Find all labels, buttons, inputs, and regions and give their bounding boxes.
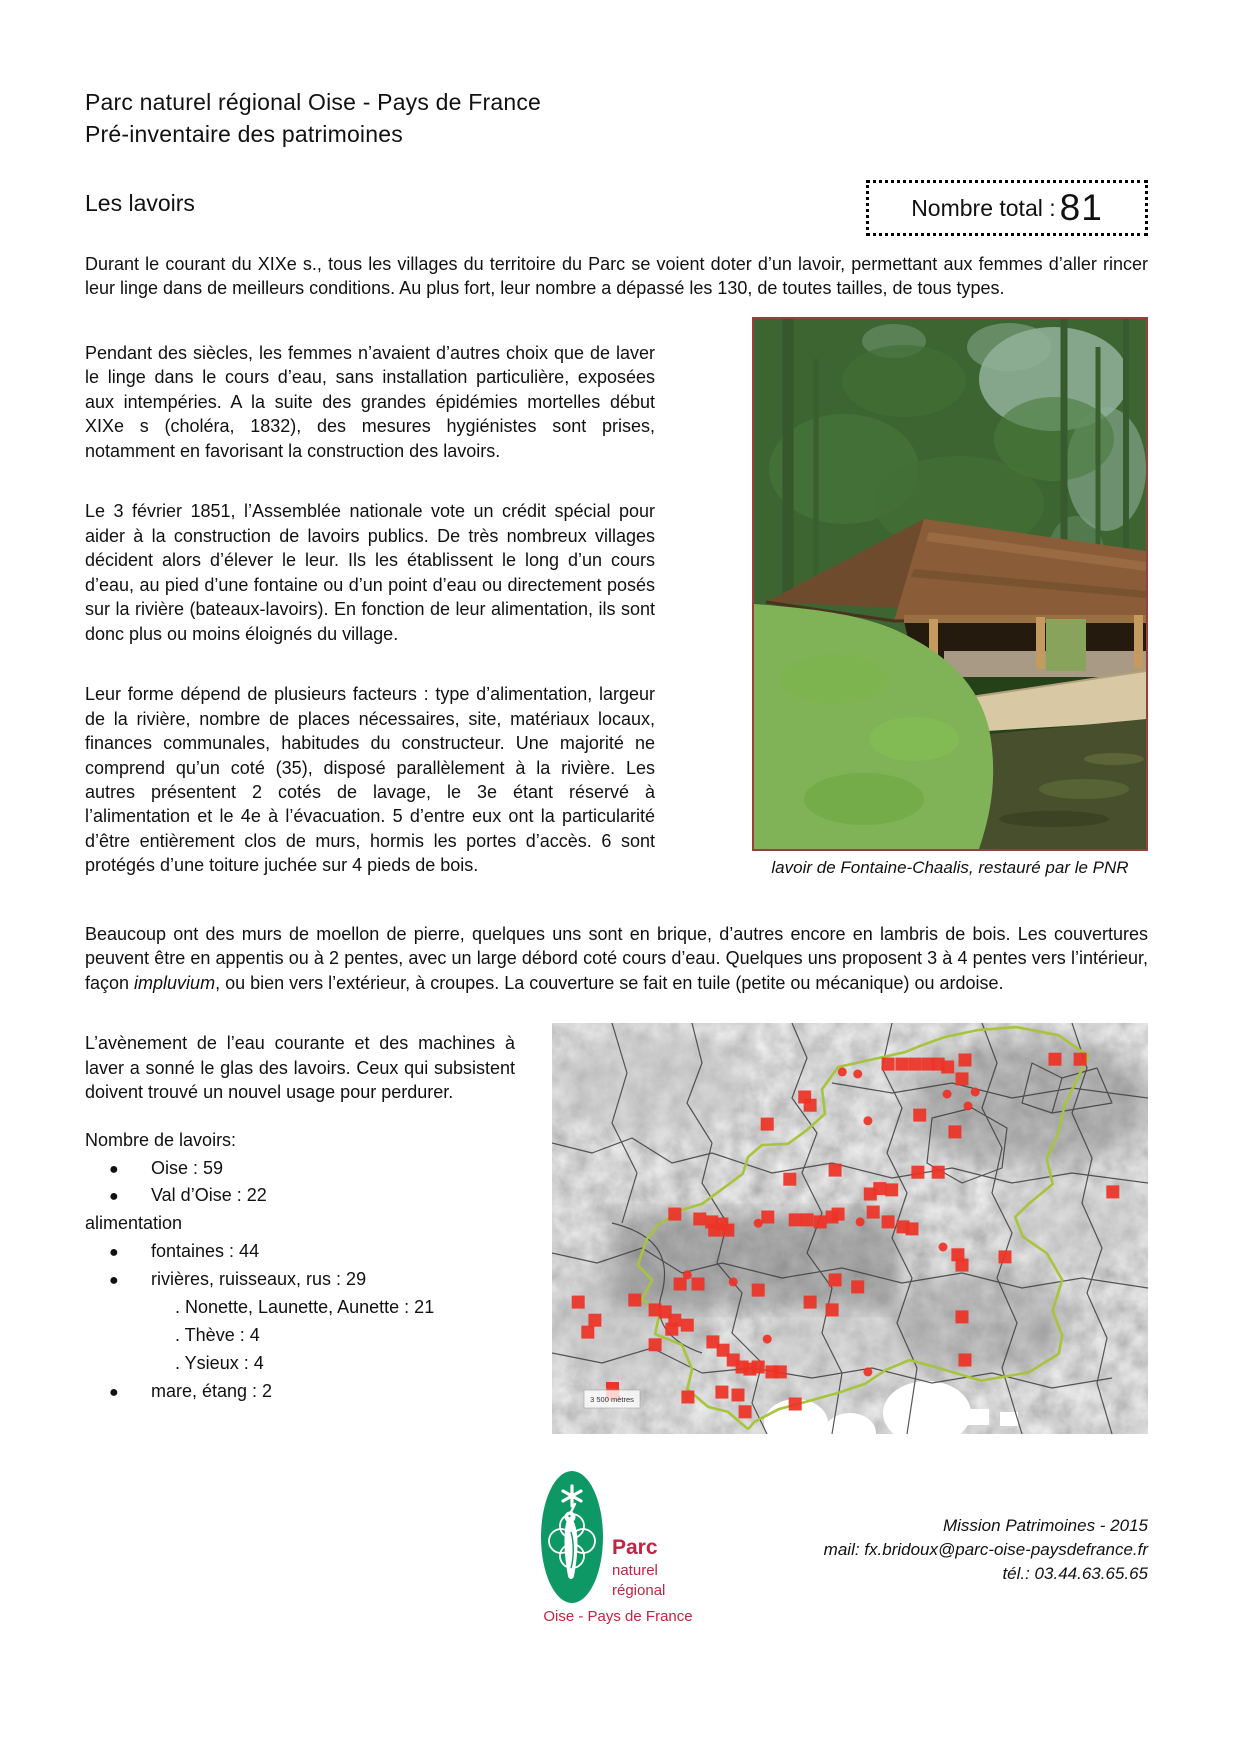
lavoir-marker xyxy=(789,1398,802,1411)
stats-item: ● mare, étang : 2 xyxy=(85,1378,1148,1406)
lavoir-marker xyxy=(851,1281,864,1294)
lavoir-marker xyxy=(674,1278,687,1291)
total-count-value: 81 xyxy=(1059,187,1103,228)
lavoir-marker xyxy=(761,1118,774,1131)
lavoir-marker xyxy=(838,1068,847,1077)
lavoir-marker xyxy=(729,1278,738,1287)
paragraph-materiaux xyxy=(85,922,1148,995)
stats-item: ● Val d’Oise : 22 xyxy=(85,1182,1148,1210)
paragraph-intro: Durant le courant du XIXe s., tous les villages du territoire du Parc se voient doter d’un lavoir, permettant aux femmes d’aller rincer leur linge dans de meilleurs conditions. Au plus fort, leur nombre a dépassé les 130, de toutes tailles, de tous types. xyxy=(85,254,1148,299)
lavoir-marker xyxy=(873,1182,886,1195)
lavoir-marker xyxy=(721,1224,734,1237)
stats-item: . Ysieux : 4 xyxy=(175,1352,264,1373)
lavoir-marker xyxy=(829,1274,842,1287)
paragraph-materiaux-start: Beaucoup ont des murs de moellon de pierre, quelques uns sont en brique, d’autres encore en lambris de bois. Les couvertures peuvent être en appentis ou à 2 pentes, avec un large débord coté cours d’eau. Quelques uns proposent 3 à 4 pentes vers l’intérieur, façon xyxy=(85,923,1148,993)
stats-item: ● fontaines : 44 xyxy=(85,1238,1148,1266)
paragraph-materiaux-end: , ou bien vers l’extérieur, à croupes. La couverture se fait en tuile (petite ou mécanique) ou ardoise. xyxy=(215,972,1004,993)
lavoir-marker xyxy=(1106,1186,1119,1199)
lavoir-marker xyxy=(956,1073,969,1086)
lavoir-marker xyxy=(913,1109,926,1122)
bullet-icon: ● xyxy=(109,1188,119,1206)
lavoir-marker xyxy=(708,1224,721,1237)
lavoir-marker xyxy=(971,1088,980,1097)
logo-text-regional: régional xyxy=(612,1581,666,1599)
paragraph-history: Pendant des siècles, les femmes n’avaient d’autres choix que de laver le linge dans le cours d’eau, sans installation particulière, exposées aux intempéries. A la suite des grandes épidémies mortelles début XIXe s (choléra, 1832), des mesures hygiénistes sont prises, notamment en favorisant la construction des lavoirs. xyxy=(85,342,655,461)
logo-text-parc: Parc xyxy=(612,1535,658,1559)
lavoir-marker xyxy=(943,1090,952,1099)
page-title: Les lavoirs xyxy=(85,190,195,216)
stats-item: . Thève : 4 xyxy=(175,1324,260,1345)
document-header xyxy=(85,86,1148,150)
lavoirs-map-figure xyxy=(552,1023,1148,1434)
lavoir-marker xyxy=(829,1164,842,1177)
lavoir-marker xyxy=(692,1278,705,1291)
org-title: Parc naturel régional Oise - Pays de France xyxy=(85,89,542,115)
map-scale-label: 3 500 mètres xyxy=(590,1395,634,1405)
lavoir-marker xyxy=(964,1102,973,1111)
lavoir-marker xyxy=(649,1339,662,1352)
lavoir-marker xyxy=(863,1117,872,1126)
lavoir-marker xyxy=(681,1319,694,1332)
impluvium-italic: impluvium xyxy=(134,972,216,993)
stats-item: ● rivières, ruisseaux, rus : 29 xyxy=(85,1266,1148,1294)
pnr-logo-emblem xyxy=(540,1470,604,1604)
lavoir-marker xyxy=(665,1323,678,1336)
lavoir-marker xyxy=(693,1213,706,1226)
lavoir-marker xyxy=(906,1223,919,1236)
map-svg xyxy=(552,1023,1148,1434)
lavoir-marker xyxy=(956,1259,969,1272)
lavoir-marker xyxy=(588,1314,601,1327)
lavoir-marker xyxy=(761,1211,774,1224)
lavoir-marker xyxy=(895,1058,908,1071)
lavoir-marker xyxy=(882,1058,895,1071)
logo-text-naturel: naturel xyxy=(612,1561,658,1579)
lavoir-marker xyxy=(882,1216,895,1229)
lavoir-marker xyxy=(739,1406,752,1419)
lavoir-photo xyxy=(752,317,1148,851)
stats-heading: Nombre de lavoirs: xyxy=(85,1129,237,1150)
bullet-icon: ● xyxy=(109,1244,119,1262)
stats-item: alimentation xyxy=(85,1213,183,1234)
title-row xyxy=(85,180,1148,238)
lavoir-marker xyxy=(801,1214,814,1227)
lavoir-marker xyxy=(681,1391,694,1404)
lavoir-marker xyxy=(715,1386,728,1399)
bullet-icon: ● xyxy=(109,1272,119,1290)
lavoir-marker xyxy=(763,1335,772,1344)
lavoir-marker xyxy=(832,1208,845,1221)
lavoir-marker xyxy=(999,1251,1012,1264)
lavoir-marker xyxy=(853,1070,862,1079)
lavoir-marker xyxy=(932,1166,945,1179)
contact-block xyxy=(824,1514,1148,1586)
photo-water xyxy=(979,719,1146,849)
doc-subtitle: Pré-inventaire des patrimoines xyxy=(85,121,403,147)
map-aerial-layer xyxy=(552,1023,1148,1434)
lavoir-marker xyxy=(814,1216,827,1229)
lavoir-marker xyxy=(867,1206,880,1219)
lavoir-photo-scene xyxy=(754,319,1146,849)
pnr-logo xyxy=(540,1470,730,1640)
paragraph-avenement: L’avènement de l’eau courante et des machines à laver a sonné le glas des lavoirs. Ceux qui subsistent doivent trouvé un nouvel usage pour perdurer. xyxy=(85,1033,515,1103)
lavoir-marker xyxy=(1074,1053,1087,1066)
lavoir-marker xyxy=(939,1243,948,1252)
paragraph-1851: Le 3 février 1851, l’Assemblée nationale vote un crédit spécial pour aider à la construction de lavoirs publics. De très nombreux villages décident alors d’élever le leur. Ils les établissent le long d’un cours d’eau, au pied d’une fontaine ou d’un point d’eau ou directement posés sur la rivière (bateaux-lavoirs). En fonction de leur alimentation, ils sont donc plus ou moins éloignés du village. xyxy=(85,501,655,644)
lavoir-marker xyxy=(774,1366,787,1379)
photo-caption: lavoir de Fontaine-Chaalis, restauré par le PNR xyxy=(771,857,1129,877)
total-count-box xyxy=(866,180,1148,236)
lavoir-marker xyxy=(911,1166,924,1179)
mission-line: Mission Patrimoines - 2015 xyxy=(942,1515,1148,1535)
total-count-label: Nombre total : xyxy=(911,194,1056,221)
lavoir-marker xyxy=(941,1061,954,1074)
lavoir-photo-figure xyxy=(752,317,1148,878)
lavoir-marker xyxy=(572,1296,585,1309)
stats-item: ● Oise : 59 xyxy=(85,1155,1148,1183)
lavoir-marker xyxy=(856,1218,865,1227)
lavoir-marker xyxy=(789,1214,802,1227)
lavoir-marker xyxy=(804,1099,817,1112)
lavoir-marker xyxy=(948,1126,961,1139)
mail-line: mail: fx.bridoux@parc-oise-paysdefrance.fr xyxy=(823,1539,1148,1559)
lavoir-marker xyxy=(628,1294,641,1307)
lavoir-marker xyxy=(956,1311,969,1324)
logo-text-oise-pays-de-france: Oise - Pays de France xyxy=(543,1607,693,1625)
lavoirs-map xyxy=(552,1023,1148,1434)
lavoir-marker xyxy=(783,1173,796,1186)
lavoir-marker xyxy=(909,1058,922,1071)
lavoir-marker xyxy=(581,1326,594,1339)
phone-line: tél.: 03.44.63.65.65 xyxy=(1002,1563,1148,1583)
lavoir-marker xyxy=(1049,1053,1062,1066)
lavoir-marker xyxy=(826,1304,839,1317)
bullet-icon: ● xyxy=(109,1160,119,1178)
lavoir-marker xyxy=(804,1296,817,1309)
stats-item: . Nonette, Launette, Aunette : 21 xyxy=(175,1297,435,1317)
lavoir-marker xyxy=(732,1389,745,1402)
lavoir-marker xyxy=(668,1208,681,1221)
lavoir-marker xyxy=(959,1354,972,1367)
lavoir-marker xyxy=(959,1054,972,1067)
lavoir-marker xyxy=(752,1361,765,1374)
lavoir-marker xyxy=(752,1284,765,1297)
document-footer xyxy=(85,1470,1148,1670)
bullet-icon: ● xyxy=(109,1383,119,1401)
lavoir-marker xyxy=(885,1184,898,1197)
lavoir-marker xyxy=(863,1368,872,1377)
paragraph-forme: Leur forme dépend de plusieurs facteurs : type d’alimentation, largeur de la rivière, nombre de places nécessaires, site, matériaux locaux, finances communales, habitudes du constructeur. Une majorité ne comprend qu’un coté (35), disposé parallèlement à la rivière. Les autres présentent 2 cotés de lavage, le 3e étant réservé à l’alimentation et le 4e à l’évacuation. 5 d’entre eux ont la particularité d’être entièrement clos de murs, hormis les portes d’accès. 6 sont protégés d’une toiture juchée sur 4 pieds de bois. xyxy=(85,684,655,876)
